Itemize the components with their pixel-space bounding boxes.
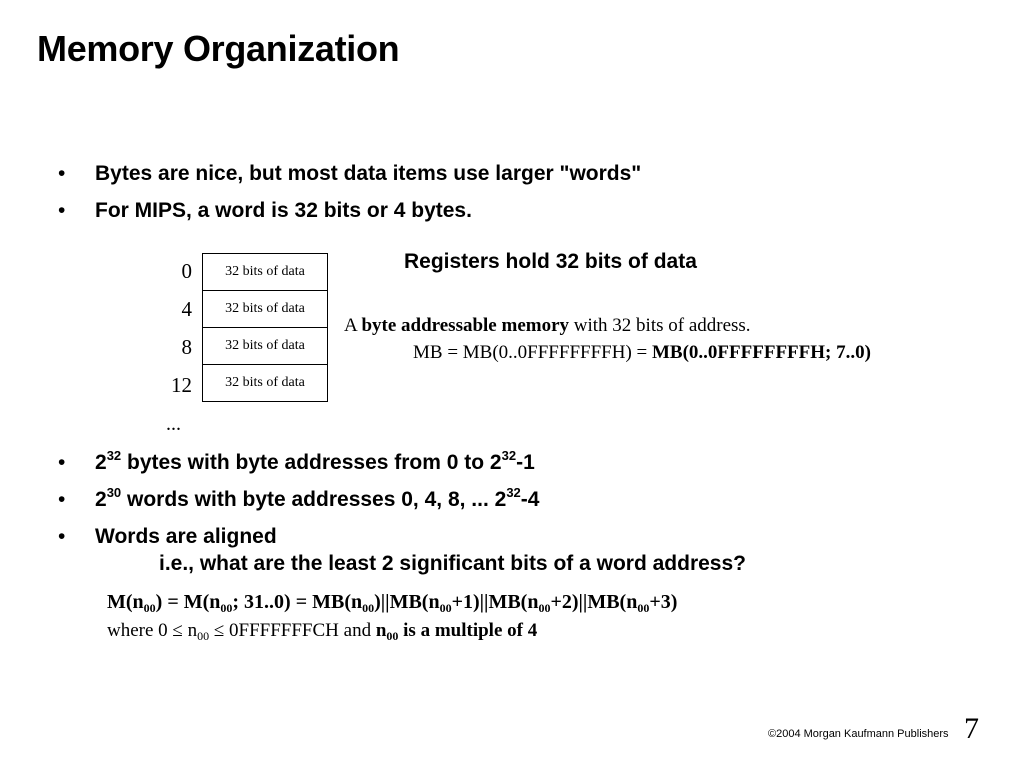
subscript: 00 (362, 601, 375, 615)
bullet-text: Words are aligned (95, 525, 277, 548)
text-segment: M(n (107, 591, 144, 613)
memory-ellipsis: ... (166, 413, 181, 435)
bullet-mips-word (58, 192, 641, 229)
text-segment: )||MB(n (374, 591, 440, 613)
address-label: 0 (181, 259, 192, 283)
bullet-dot: • (58, 162, 66, 185)
text-segment: ) = M(n (155, 591, 221, 613)
text-segment: MB = MB(0..0FFFFFFFFH (413, 342, 626, 363)
memory-cell: 32 bits of data (203, 328, 328, 365)
where-condition (107, 620, 537, 644)
bullet-text (95, 485, 540, 511)
address-label: 4 (181, 297, 192, 321)
copyright-footer: ©2004 Morgan Kaufmann Publishers (768, 728, 949, 740)
page-number: 7 (964, 712, 979, 745)
exponent: 30 (106, 485, 122, 500)
subscript: 00 (143, 601, 156, 615)
registers-note: Registers hold 32 bits of data (404, 250, 697, 273)
exponent: 32 (106, 448, 122, 463)
text-segment: ; 31..0) = MB(n (232, 591, 363, 613)
memory-cell: 32 bits of data (203, 254, 328, 291)
text-segment: words with byte addresses 0, 4, 8, ... 2 (121, 488, 507, 511)
text-segment: bytes with byte addresses from 0 to 2 (121, 451, 502, 474)
text-segment: is a multiple of 4 (398, 620, 538, 641)
address-label: 8 (181, 335, 192, 359)
bullet-text: Bytes are nice, but most data items use larger "words" (95, 162, 642, 185)
bullet-text (95, 448, 535, 474)
text-segment: 2 (95, 451, 107, 474)
word-formula (107, 591, 677, 616)
memory-cell: 32 bits of data (203, 291, 328, 328)
text-segment: -1 (516, 451, 535, 474)
subscript: 00 (197, 629, 210, 643)
bullet-dot: • (58, 451, 66, 474)
text-segment: where 0 ≤ n (107, 620, 198, 641)
bullet-word-addresses (58, 481, 746, 518)
bullet-dot: • (58, 488, 66, 511)
address-label: 12 (171, 373, 192, 397)
subscript: 00 (439, 601, 452, 615)
text-segment: -4 (520, 488, 540, 511)
subscript: 00 (386, 629, 399, 643)
byte-memory-formula (413, 342, 871, 364)
text-segment: ) = (625, 342, 648, 363)
subscript: 00 (220, 601, 233, 615)
memory-diagram (202, 253, 328, 402)
memory-cell: 32 bits of data (203, 365, 328, 402)
slide-title: Memory Organization (37, 28, 400, 69)
exponent: 32 (501, 448, 517, 463)
bullet-bytes-words (58, 155, 641, 192)
text-segment: ≤ 0FFFFFFFCH and (209, 620, 376, 641)
text-segment: byte addressable memory (361, 315, 570, 336)
byte-memory-description (344, 315, 751, 337)
subscript: 00 (637, 601, 650, 615)
bullet-byte-addresses (58, 444, 746, 481)
bullet-subtext: i.e., what are the least 2 significant bits of a word address? (159, 552, 746, 575)
subscript: 00 (538, 601, 551, 615)
text-segment: A (344, 315, 357, 336)
text-segment: n (375, 620, 387, 641)
bottom-bullet-list (58, 444, 746, 579)
bullet-text: For MIPS, a word is 32 bits or 4 bytes. (95, 199, 472, 222)
text-segment: MB(0..0FFFFFFFFH; 7..0) (651, 342, 871, 363)
text-segment: +2)||MB(n (550, 591, 638, 613)
text-segment: +3) (649, 591, 678, 613)
exponent: 32 (506, 485, 521, 500)
text-segment: +1)||MB(n (451, 591, 539, 613)
text-segment: with 32 bits of address. (573, 315, 751, 336)
text-segment: 2 (95, 488, 107, 511)
bullet-dot: • (58, 525, 66, 548)
bullet-dot: • (58, 199, 66, 222)
bullet-words-aligned (58, 518, 746, 579)
top-bullet-list (58, 155, 641, 229)
